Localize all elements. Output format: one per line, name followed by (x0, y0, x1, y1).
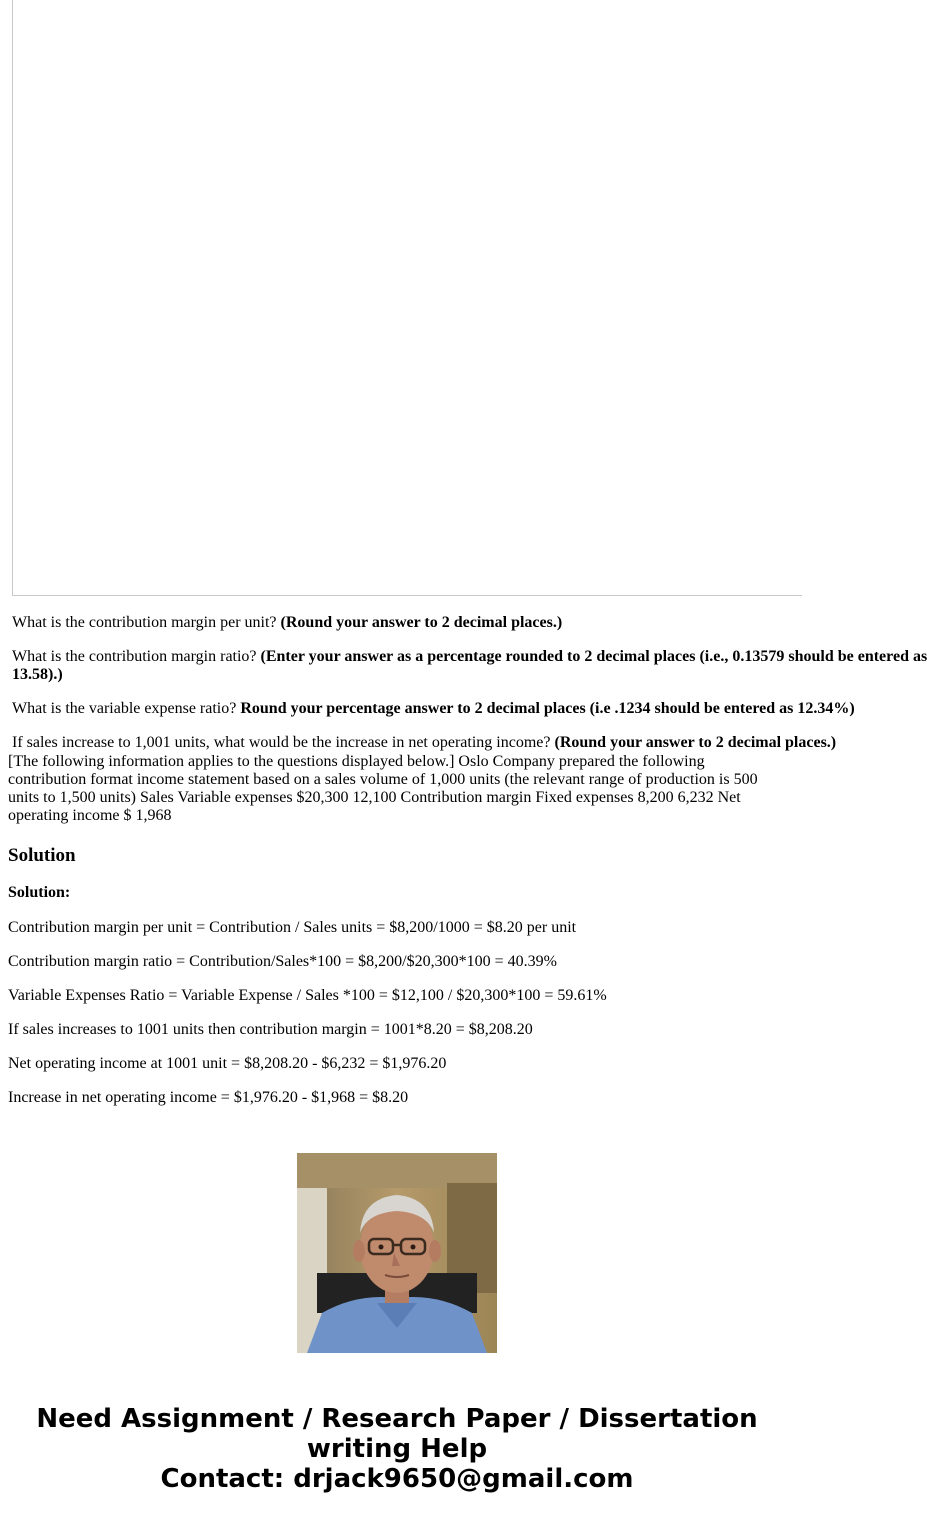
promo-banner (0, 1404, 794, 1494)
solution-subheading: Solution: (8, 884, 71, 901)
author-avatar (297, 1153, 497, 1353)
solution-line-cm-ratio: Contribution margin ratio = Contribution/Sales*100 = $8,200/$20,300*100 = 40.39% (8, 953, 557, 970)
question-instruction: (Round your answer to 2 decimal places.) (554, 734, 837, 751)
question-instruction-continued: 13.58).) (12, 666, 63, 683)
problem-info-paragraph: [The following information applies to the questions displayed below.] Oslo Company prepared the following contribution format income statement based on a sales volume of 1,000 units (the relevant range of production is 500 units to 1,500 units) Sales Variable expenses $20,300 12,100 Contribution margin Fixed expenses 8,200 6,232 Net operating income $ 1,968 (8, 753, 758, 824)
question-instruction: (Round your answer to 2 decimal places.) (280, 614, 563, 631)
question-text: What is the contribution margin ratio? (12, 648, 257, 665)
promo-line-2: writing Help (306, 1434, 488, 1464)
question-variable-expense-ratio (12, 700, 855, 718)
question-text: If sales increase to 1,001 units, what would be the increase in net operating income? (12, 734, 551, 751)
promo-line-1: Need Assignment / Research Paper / Dissertation (36, 1404, 758, 1434)
promo-contact: Contact: drjack9650@gmail.com (160, 1464, 634, 1494)
solution-line-noi-increase: Increase in net operating income = $1,976.20 - $1,968 = $8.20 (8, 1089, 409, 1106)
question-text: What is the contribution margin per unit? (12, 614, 277, 631)
solution-line-new-cm: If sales increases to 1001 units then contribution margin = 1001*8.20 = $8,208.20 (8, 1021, 533, 1038)
question-noi-increase (12, 734, 837, 752)
question-text: What is the variable expense ratio? (12, 700, 237, 717)
solution-line-variable-ratio: Variable Expenses Ratio = Variable Expense / Sales *100 = $12,100 / $20,300*100 = 59.61% (8, 987, 607, 1004)
question-instruction: (Enter your answer as a percentage rounded to 2 decimal places (i.e., 0.13579 should be entered as (260, 648, 927, 665)
solution-line-cm-per-unit: Contribution margin per unit = Contribution / Sales units = $8,200/1000 = $8.20 per unit (8, 919, 577, 936)
question-instruction: Round your percentage answer to 2 decimal places (i.e .1234 should be entered as 12.34%) (240, 700, 855, 717)
solution-heading: Solution (8, 845, 76, 866)
question-cm-ratio (12, 648, 927, 684)
solution-line-new-noi: Net operating income at 1001 unit = $8,208.20 - $6,232 = $1,976.20 (8, 1055, 447, 1072)
embedded-frame (12, 0, 802, 596)
question-cm-per-unit (12, 614, 794, 632)
